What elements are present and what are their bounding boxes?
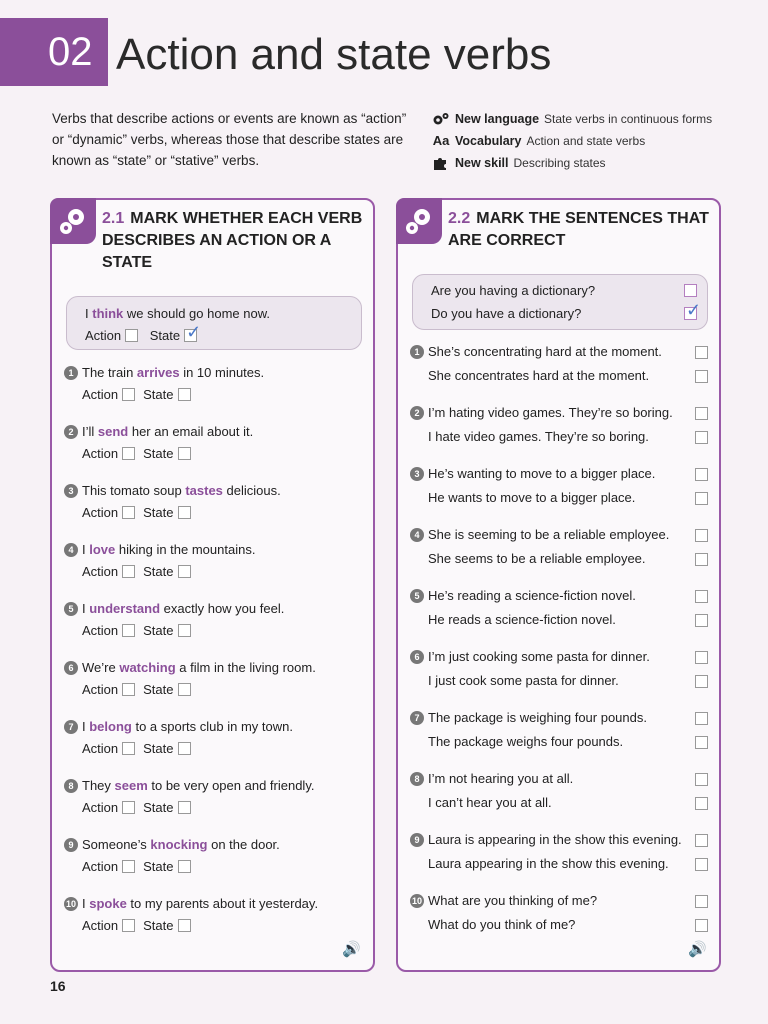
sentence-text: We’re [82, 660, 120, 675]
example-box [412, 274, 708, 330]
sentence-text: I’m just cooking some pasta for dinner. [428, 649, 650, 664]
example-sentence [85, 303, 361, 325]
question-number: 3 [410, 467, 424, 481]
info-row-language [430, 108, 712, 130]
sentence-checkbox[interactable] [695, 370, 708, 383]
action-checkbox[interactable] [122, 860, 135, 873]
action-label: Action [82, 505, 119, 520]
state-checkbox[interactable] [178, 801, 191, 814]
sentence-text: The package weighs four pounds. [428, 734, 624, 749]
exercise-instruction: MARK THE SENTENCES THAT ARE CORRECT [448, 210, 709, 249]
sentence-text: She’s concentrating hard at the moment. [428, 344, 662, 359]
page-title: Action and state verbs [116, 30, 552, 79]
puzzle-icon [430, 156, 452, 170]
state-checkbox[interactable] [178, 506, 191, 519]
sentence-checkbox[interactable] [695, 529, 708, 542]
action-label: Action [82, 623, 119, 638]
question-item [410, 828, 708, 876]
verb-highlight: tastes [185, 483, 223, 498]
question-item [410, 462, 708, 510]
state-checkbox[interactable] [184, 322, 202, 342]
example-line [431, 279, 707, 302]
sentence-checkbox[interactable] [695, 553, 708, 566]
question-number: 4 [410, 528, 424, 542]
info-row-skill [430, 152, 712, 174]
sentence-text: He’s wanting to move to a bigger place. [428, 466, 656, 481]
state-checkbox[interactable] [178, 447, 191, 460]
question-number: 10 [411, 896, 422, 906]
question-number: 6 [64, 661, 78, 675]
page-number: 16 [50, 978, 66, 994]
action-label: Action [82, 564, 119, 579]
action-checkbox[interactable] [122, 506, 135, 519]
action-label: Action [82, 446, 119, 461]
sentence-text: This tomato soup [82, 483, 186, 498]
action-checkbox[interactable] [122, 683, 135, 696]
question-number: 1 [410, 345, 424, 359]
sentence-text: to be very open and friendly. [147, 778, 315, 793]
info-box [430, 108, 712, 174]
sentence-checkbox[interactable] [695, 919, 708, 932]
question-number: 2 [410, 406, 424, 420]
sentence-text: exactly how you feel. [160, 601, 285, 616]
sentence-checkbox[interactable] [695, 468, 708, 481]
question-number: 7 [64, 720, 78, 734]
action-checkbox[interactable] [122, 919, 135, 932]
info-label: New skill [455, 156, 509, 170]
action-label: Action [82, 741, 119, 756]
sentence-text: I [82, 896, 90, 911]
sentence-checkbox[interactable] [695, 590, 708, 603]
sentence-checkbox[interactable] [695, 895, 708, 908]
aa-icon: Aa [432, 133, 450, 148]
question-item [64, 480, 281, 524]
state-label: State [149, 328, 181, 343]
question-item [64, 362, 264, 406]
action-label: Action [82, 859, 119, 874]
sentence-checkbox[interactable] [695, 346, 708, 359]
info-desc: State verbs in continuous forms [544, 112, 713, 126]
sentence-checkbox[interactable] [695, 431, 708, 444]
sentence-text: I [82, 719, 90, 734]
sentence-text: to my parents about it yesterday. [126, 896, 319, 911]
question-item [410, 645, 708, 693]
sentence-text: I hate video games. They’re so boring. [428, 429, 649, 444]
sentence-text: Do you have a dictionary? [431, 306, 582, 321]
sentence-text: I can’t hear you at all. [428, 795, 552, 810]
sentence-text: She concentrates hard at the moment. [428, 368, 650, 383]
verb-highlight: seem [114, 778, 148, 793]
sentence-checkbox[interactable] [695, 614, 708, 627]
sentence-text: I [85, 306, 93, 321]
sentence-text: He’s reading a science-fiction novel. [428, 588, 636, 603]
verb-highlight: understand [89, 601, 161, 616]
question-item [64, 657, 316, 701]
question-item [64, 539, 255, 583]
verb-highlight: knocking [150, 837, 208, 852]
info-desc: Describing states [513, 156, 606, 170]
state-checkbox[interactable] [178, 742, 191, 755]
question-item [410, 340, 708, 388]
check-icon: ✓ [686, 300, 702, 320]
gears-icon [50, 198, 96, 244]
info-label: Vocabulary [455, 134, 522, 148]
example-options [85, 322, 361, 347]
sentence-text: a film in the living room. [175, 660, 316, 675]
sentence-checkbox[interactable] [695, 407, 708, 420]
speaker-icon[interactable]: 🔊 [688, 941, 707, 958]
state-label: State [143, 741, 174, 756]
question-item [410, 584, 708, 632]
question-item [410, 523, 708, 571]
question-item [410, 401, 708, 449]
action-label: Action [85, 328, 122, 343]
state-checkbox[interactable] [178, 388, 191, 401]
state-checkbox[interactable] [178, 919, 191, 932]
sentence-checkbox[interactable] [684, 300, 702, 320]
sentence-text: She is seeming to be a reliable employee. [428, 527, 670, 542]
sentence-text: her an email about it. [128, 424, 254, 439]
verb-highlight: love [89, 542, 116, 557]
verb-highlight: think [92, 306, 124, 321]
sentence-checkbox[interactable] [695, 712, 708, 725]
state-label: State [143, 446, 174, 461]
info-row-vocabulary [430, 130, 712, 152]
sentence-text: The package is weighing four pounds. [428, 710, 647, 725]
exercise-title [448, 208, 711, 252]
exercise-number: 2.2 [448, 210, 471, 227]
sentence-text: He wants to move to a bigger place. [428, 490, 636, 505]
sentence-text: Someone’s [82, 837, 151, 852]
question-item [64, 775, 314, 819]
exercise-title [102, 208, 365, 274]
exercise-2-1-panel [50, 198, 375, 972]
state-label: State [143, 564, 174, 579]
sentence-text: He reads a science-fiction novel. [428, 612, 616, 627]
verb-highlight: spoke [89, 896, 127, 911]
question-number: 1 [64, 366, 78, 380]
intro-text: Verbs that describe actions or events are known as “action” or “dynamic” verbs, whereas those that describe states are known as “state” or “stative” verbs. [52, 111, 407, 168]
sentence-checkbox[interactable] [695, 651, 708, 664]
sentence-checkbox[interactable] [684, 284, 697, 297]
sentence-text: I’m hating video games. They’re so boring. [428, 405, 673, 420]
sentence-text: we should go home now. [123, 306, 271, 321]
question-number: 3 [64, 484, 78, 498]
exercise-number: 2.1 [102, 210, 125, 227]
state-label: State [143, 387, 174, 402]
info-desc: Action and state verbs [526, 134, 646, 148]
question-number: 6 [410, 650, 424, 664]
sentence-text: to a sports club in my town. [131, 719, 293, 734]
question-item [64, 421, 253, 465]
sentence-checkbox[interactable] [695, 797, 708, 810]
action-checkbox[interactable] [122, 388, 135, 401]
sentence-text: delicious. [222, 483, 281, 498]
question-item [410, 706, 708, 754]
question-item [410, 767, 708, 815]
sentence-text: They [82, 778, 115, 793]
action-label: Action [82, 387, 119, 402]
chapter-number: 02 [48, 30, 93, 74]
sentence-text: I’ll [82, 424, 98, 439]
action-checkbox[interactable] [122, 447, 135, 460]
state-checkbox[interactable] [178, 860, 191, 873]
question-number: 2 [64, 425, 78, 439]
sentence-text: I [82, 542, 90, 557]
example-box [66, 296, 362, 350]
question-number: 5 [410, 589, 424, 603]
question-number: 5 [64, 602, 78, 616]
sentence-checkbox[interactable] [695, 736, 708, 749]
state-checkbox[interactable] [178, 624, 191, 637]
verb-highlight: belong [89, 719, 132, 734]
state-label: State [143, 800, 174, 815]
verb-highlight: watching [119, 660, 176, 675]
exercise-2-2-panel [396, 198, 721, 972]
question-item [64, 834, 280, 878]
gears-icon [430, 112, 452, 126]
action-checkbox[interactable] [122, 565, 135, 578]
sentence-text: What do you think of me? [428, 917, 576, 932]
sentence-checkbox[interactable] [695, 492, 708, 505]
question-item [410, 889, 708, 937]
gears-icon [396, 198, 442, 244]
sentence-text: hiking in the mountains. [115, 542, 256, 557]
sentence-text: I just cook some pasta for dinner. [428, 673, 619, 688]
action-checkbox[interactable] [125, 329, 138, 342]
question-number: 7 [410, 711, 424, 725]
action-checkbox[interactable] [122, 624, 135, 637]
question-number: 10 [65, 899, 76, 909]
action-label: Action [82, 682, 119, 697]
state-label: State [143, 918, 174, 933]
question-item [64, 598, 284, 642]
sentence-checkbox[interactable] [695, 675, 708, 688]
verb-highlight: arrives [136, 365, 180, 380]
question-number: 8 [410, 772, 424, 786]
sentence-text: in 10 minutes. [179, 365, 265, 380]
sentence-text: I’m not hearing you at all. [428, 771, 574, 786]
question-number: 8 [64, 779, 78, 793]
state-label: State [143, 505, 174, 520]
sentence-checkbox[interactable] [695, 773, 708, 786]
sentence-checkbox[interactable] [695, 858, 708, 871]
sentence-checkbox[interactable] [695, 834, 708, 847]
sentence-text: The train [82, 365, 137, 380]
action-label: Action [82, 800, 119, 815]
question-number: 4 [64, 543, 78, 557]
example-line [431, 302, 707, 325]
speaker-icon[interactable]: 🔊 [342, 941, 361, 958]
sentence-text: Are you having a dictionary? [431, 283, 596, 298]
state-checkbox[interactable] [178, 565, 191, 578]
question-number: 9 [64, 838, 78, 852]
sentence-text: I [82, 601, 90, 616]
state-label: State [143, 682, 174, 697]
verb-highlight: send [97, 424, 129, 439]
sentence-text: Laura is appearing in the show this evening. [428, 832, 682, 847]
action-checkbox[interactable] [122, 742, 135, 755]
state-checkbox[interactable] [178, 683, 191, 696]
state-label: State [143, 859, 174, 874]
question-item [64, 716, 293, 760]
sentence-text: She seems to be a reliable employee. [428, 551, 646, 566]
exercise-instruction: MARK WHETHER EACH VERB DESCRIBES AN ACTION OR A STATE [102, 210, 363, 271]
check-icon: ✓ [186, 322, 202, 342]
info-label: New language [455, 112, 540, 126]
sentence-text: on the door. [207, 837, 280, 852]
state-label: State [143, 623, 174, 638]
question-item [64, 893, 318, 937]
sentence-text: Laura appearing in the show this evening. [428, 856, 669, 871]
sentence-text: What are you thinking of me? [428, 893, 598, 908]
question-number: 9 [410, 833, 424, 847]
action-checkbox[interactable] [122, 801, 135, 814]
action-label: Action [82, 918, 119, 933]
